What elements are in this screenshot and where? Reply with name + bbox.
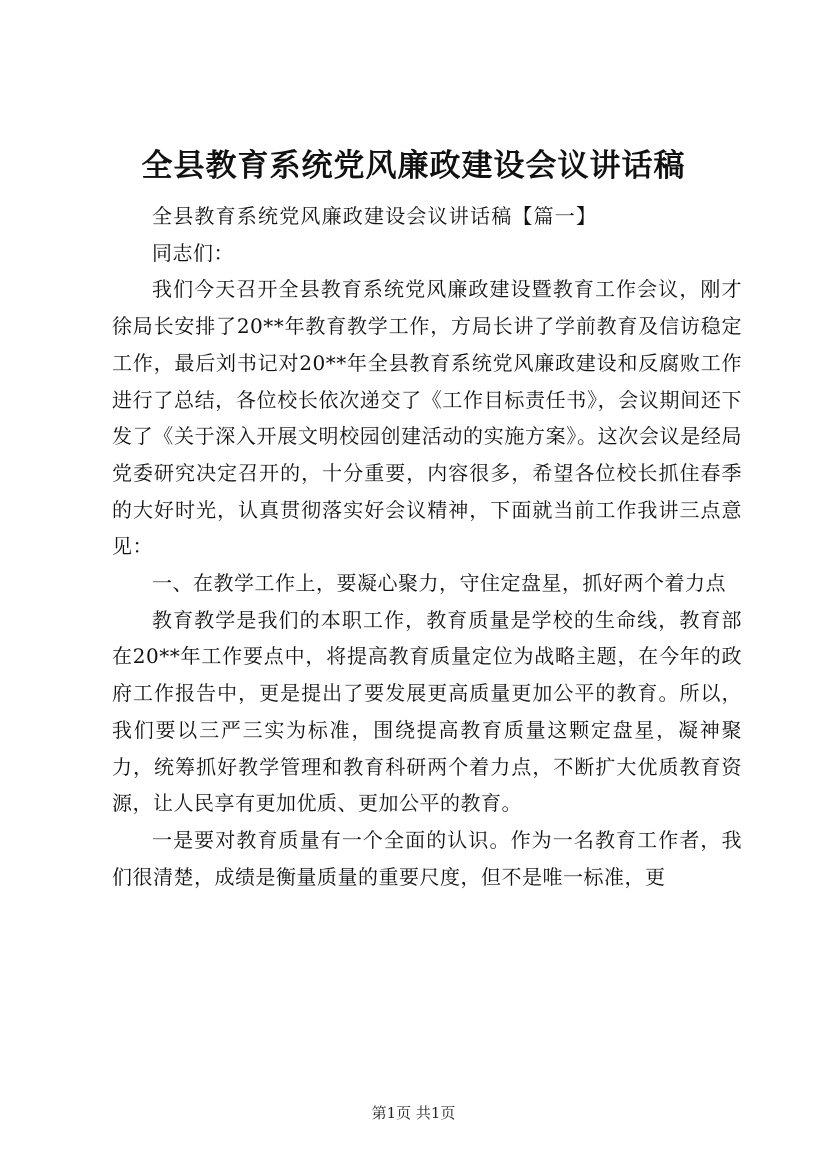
document-subtitle: 全县教育系统党风廉政建设会议讲话稿【篇一】 [152,204,598,228]
document-title: 全县教育系统党风廉政建设会议讲话稿 [141,148,686,184]
paragraph-3: 一是要对教育质量有一个全面的认识。作为一名教育工作者，我们很清楚，成绩是衡量质量的重要尺度，但不是唯一标准，更 [112,827,742,889]
paragraph-1: 我们今天召开全县教育系统党风廉政建设暨教育工作会议，刚才徐局长安排了20**年教育教学工作，方局长讲了学前教育及信访稳定工作，最后刘书记对20**年全县教育系统党风廉政建设和反腐败工作进行了总结，各位校长依次递交了《工作目标责任书》，会议期间还下发了《关于深入开展文明校园创建活动的实施方案》。这次会议是经局党委研究决定召开的，十分重要，内容很多，希望各位校长抓住春季的大好时光，认真贯彻落实好会议精神，下面就当前工作我讲三点意见： [112,277,742,559]
page-footer: 第1页 共1页 [371,1104,456,1122]
document-body [112,198,742,895]
paragraph-2: 教育教学是我们的本职工作，教育质量是学校的生命线，教育部在20**年工作要点中，将提高教育质量定位为战略主题，在今年的政府工作报告中，更是提出了要发展更高质量更加公平的教育。所以，我们要以三严三实为标准，围绕提高教育质量这颗定盘星，凝神聚力，统筹抓好教学管理和教育科研两个着力点，不断扩大优质教育资源，让人民享有更加优质、更加公平的教育。 [112,607,742,816]
greeting: 同志们： [152,240,234,265]
section-heading-1: 一、在教学工作上，要凝心聚力，守住定盘星，抓好两个着力点 [152,571,726,596]
